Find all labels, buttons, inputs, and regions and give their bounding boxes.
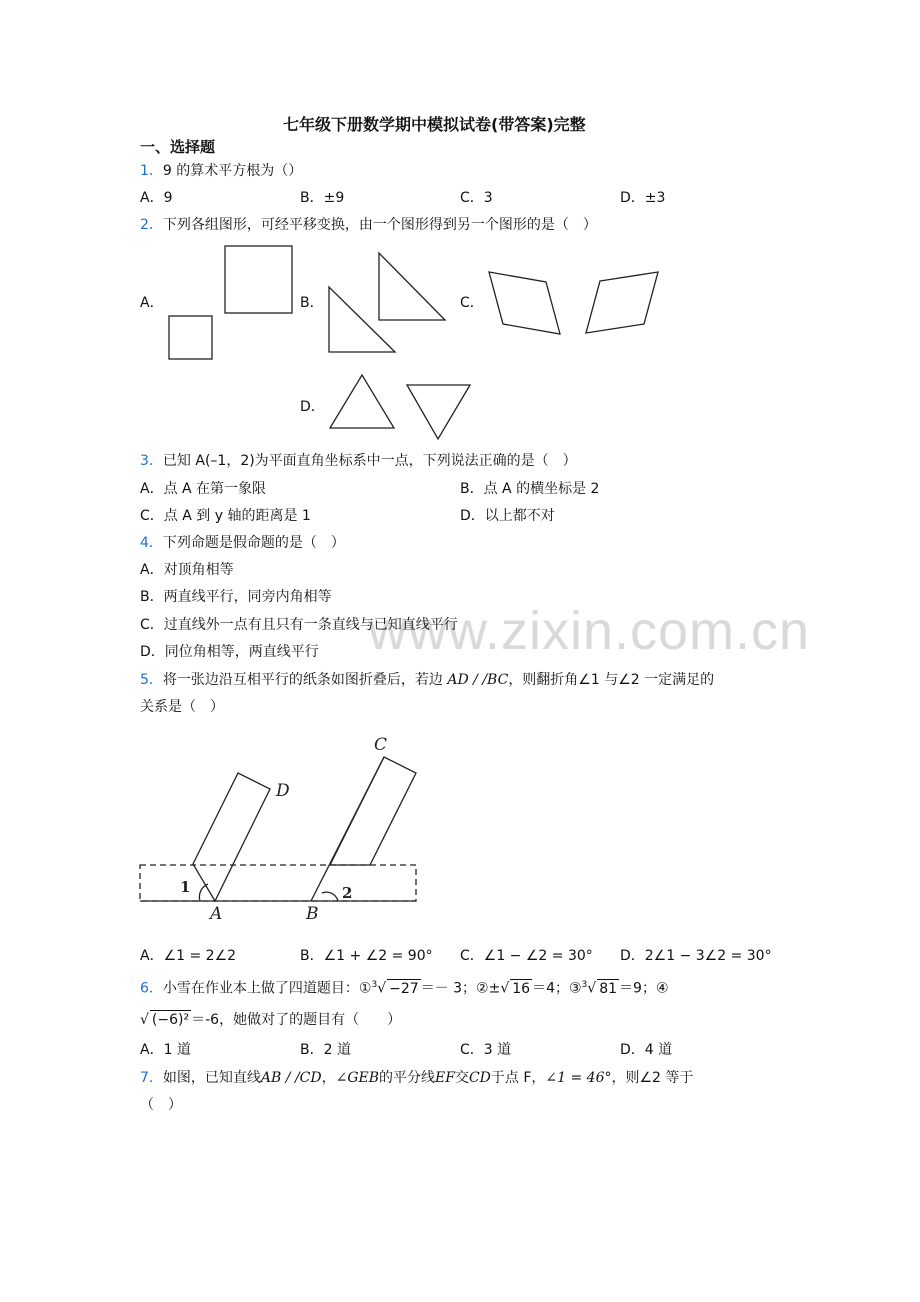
question-number: 5． bbox=[140, 672, 163, 688]
radical-sign: √ bbox=[500, 980, 510, 997]
radical-sign: √ bbox=[587, 980, 597, 997]
option-d: D．4 道 bbox=[620, 1042, 673, 1058]
question-text: 下列命题是假命题的是（ ） bbox=[162, 535, 345, 551]
root-index: 3 bbox=[581, 980, 588, 990]
question-text: 交 bbox=[454, 1070, 469, 1086]
question-6-line2 bbox=[140, 1010, 401, 1029]
option-a: A．1 道 bbox=[140, 1042, 191, 1058]
option-d: D．±3 bbox=[620, 190, 666, 206]
question-text: 9 的算术平方根为（） bbox=[162, 163, 303, 179]
question-number: 7． bbox=[140, 1070, 163, 1086]
option-b: B．2 道 bbox=[300, 1042, 351, 1058]
question-number: 4． bbox=[140, 535, 163, 551]
option-d: D．以上都不对 bbox=[460, 508, 555, 524]
question-number: 6． bbox=[140, 980, 163, 997]
section-heading: 一、选择题 bbox=[140, 138, 216, 156]
question-text: ， bbox=[321, 1070, 336, 1086]
math-expression: AD / /BC bbox=[447, 672, 509, 688]
point-label-a: A bbox=[210, 904, 223, 924]
option-a: A．点 A 在第一象限 bbox=[140, 481, 267, 497]
option-d: D．2∠1 − 3∠2 = 30° bbox=[620, 948, 772, 964]
radical-sign: √ bbox=[377, 980, 387, 997]
figure-label-a: A． bbox=[140, 295, 164, 311]
angle-2-arc bbox=[322, 892, 338, 901]
math-expression: ∠1 = 46° bbox=[545, 1070, 612, 1086]
folded-part-left bbox=[193, 773, 270, 901]
question-6 bbox=[140, 976, 669, 998]
figure-label-c: C． bbox=[460, 295, 484, 311]
radicand: (−6)² bbox=[151, 1012, 190, 1028]
watermark: www.zixin.com.cn bbox=[368, 601, 811, 661]
root-index: 3 bbox=[371, 980, 378, 990]
radicand: 81 bbox=[599, 980, 618, 997]
fold-crease-right bbox=[311, 757, 384, 901]
figure-label-b: B． bbox=[300, 295, 324, 311]
question-text: 将一张边沿互相平行的纸条如图折叠后，若边 bbox=[162, 672, 443, 688]
question-text: 的平分线 bbox=[379, 1070, 436, 1086]
radicand: 16 bbox=[512, 980, 531, 997]
question-7-line2: （ ） bbox=[140, 1097, 182, 1113]
option-c: C．3 道 bbox=[460, 1042, 512, 1058]
math-expression: ∠GEB bbox=[335, 1070, 380, 1086]
question-text: 如图，已知直线 bbox=[162, 1070, 261, 1086]
option-b: B．点 A 的横坐标是 2 bbox=[460, 481, 600, 497]
option-a: A．对顶角相等 bbox=[140, 562, 234, 578]
point-label-b: B bbox=[306, 904, 319, 924]
question-text: ＝-6，她做对了的题目有（ ） bbox=[191, 1012, 402, 1028]
page-title: 七年级下册数学期中模拟试卷(带答案)完整 bbox=[283, 115, 586, 134]
question-number: 3． bbox=[140, 453, 163, 469]
folded-part-right bbox=[330, 757, 416, 865]
radicand: −27 bbox=[389, 980, 419, 997]
question-text: ，则翻折角∠1 与∠2 一定满足的 bbox=[508, 672, 715, 688]
angle-label-1: 1 bbox=[180, 878, 191, 896]
question-text: 小雪在作业本上做了四道题目：① bbox=[162, 980, 372, 997]
question-text: ，则∠2 等于 bbox=[611, 1070, 694, 1086]
figure-label-d: D． bbox=[300, 399, 325, 415]
option-a: A．9 bbox=[140, 190, 173, 206]
question-7 bbox=[140, 1069, 693, 1087]
radical-sign: √ bbox=[140, 1012, 149, 1028]
angle-label-2: 2 bbox=[342, 884, 353, 902]
question-text: ＝4；③ bbox=[532, 980, 582, 997]
question-text: ＝9；④ bbox=[619, 980, 669, 997]
point-label-c: C bbox=[374, 735, 388, 755]
question-5-line2: 关系是（ ） bbox=[140, 699, 224, 715]
option-c: C．∠1 − ∠2 = 30° bbox=[460, 948, 593, 964]
question-number: 2． bbox=[140, 217, 163, 233]
option-c: C．点 A 到 y 轴的距离是 1 bbox=[140, 508, 311, 524]
question-text: ＝－ 3；②± bbox=[420, 980, 501, 997]
question-text: 于点 F， bbox=[490, 1070, 546, 1086]
question-text: 已知 A(–1，2)为平面直角坐标系中一点，下列说法正确的是（ ） bbox=[162, 453, 577, 469]
option-b: B．∠1 + ∠2 = 90° bbox=[300, 948, 433, 964]
option-a: A．∠1 = 2∠2 bbox=[140, 948, 237, 964]
option-b: B．±9 bbox=[300, 190, 345, 206]
question-text: 下列各组图形，可经平移变换，由一个图形得到另一个图形的是（ ） bbox=[162, 217, 597, 233]
option-b: B．两直线平行，同旁内角相等 bbox=[140, 589, 332, 605]
question-number: 1． bbox=[140, 163, 163, 179]
option-d: D．同位角相等，两直线平行 bbox=[140, 644, 319, 660]
option-c: C．3 bbox=[460, 190, 493, 206]
math-expression: CD bbox=[468, 1070, 491, 1086]
option-c: C．过直线外一点有且只有一条直线与已知直线平行 bbox=[140, 617, 458, 633]
point-label-d: D bbox=[276, 781, 290, 801]
math-expression: AB / /CD bbox=[260, 1070, 322, 1086]
math-expression: EF bbox=[435, 1070, 455, 1086]
